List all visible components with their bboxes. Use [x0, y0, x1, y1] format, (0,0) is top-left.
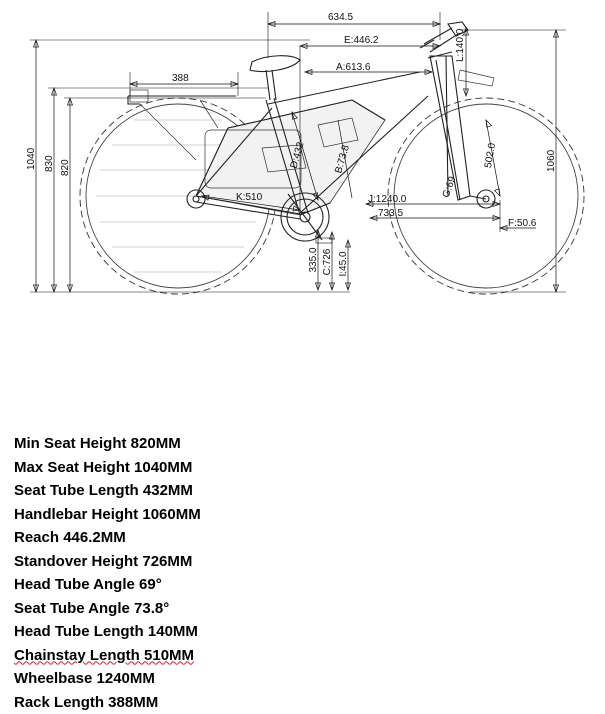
spec-label: Seat Tube Angle 73.8° — [14, 600, 169, 617]
saddle-and-seatpost — [250, 56, 300, 100]
spec-item-reach — [14, 526, 594, 550]
spec-label: Rack Length 388MM — [14, 694, 158, 711]
dim-bb-drop-label: 335.0 — [308, 247, 319, 272]
dim-front-center — [370, 208, 500, 221]
dim-seat-tube-angle-label: B:73.8 — [333, 143, 352, 174]
spec-label: Reach 446.2MM — [14, 529, 126, 546]
dim-wheelbase — [366, 194, 500, 207]
spec-item-head-tube-length — [14, 620, 594, 644]
dim-fork-length-label: 502.0 — [483, 142, 498, 169]
dim-head-tube-angle-label: G:69 — [441, 175, 459, 200]
dim-seat-tube-length-label: D:432 — [289, 141, 307, 170]
dim-rack-length — [130, 72, 238, 96]
dim-rack-length-label: 388 — [172, 73, 189, 84]
specification-list — [14, 432, 594, 714]
dim-bb-height-label: I:45.0 — [338, 251, 349, 276]
dim-head-tube-length — [455, 28, 469, 96]
rear-hub — [187, 190, 205, 208]
dim-handlebar-height — [460, 30, 566, 292]
spec-item-head-tube-angle — [14, 573, 594, 597]
spec-label: Chainstay Length 510MM — [14, 647, 194, 664]
fork-and-head-tube — [428, 52, 495, 208]
rear-accessory — [458, 70, 494, 86]
spec-item-rack-length — [14, 691, 594, 714]
dim-min-seat-height-label: 820 — [60, 159, 71, 176]
spec-item-chainstay-length — [14, 644, 594, 668]
spec-label: Max Seat Height 1040MM — [14, 459, 192, 476]
dim-max-seat-height-label: 1040 — [26, 147, 37, 170]
dim-head-tube-length-label: L:140.0 — [455, 28, 466, 62]
dim-handlebar-height-label: 1060 — [546, 149, 557, 172]
spec-label: Seat Tube Length 432MM — [14, 482, 193, 499]
spec-label: Min Seat Height 820MM — [14, 435, 181, 452]
spec-label: Head Tube Angle 69° — [14, 576, 162, 593]
dim-seat-height-mid-label: 830 — [44, 155, 55, 172]
spec-label: Head Tube Length 140MM — [14, 623, 198, 640]
spec-item-wheelbase — [14, 667, 594, 691]
dim-standover — [322, 232, 335, 290]
dim-fork-offset — [500, 200, 537, 232]
dim-stack-label: A:613.6 — [336, 62, 371, 73]
dim-wheelbase-label: J:1240.0 — [368, 194, 407, 205]
dim-front-center-label: 733.5 — [378, 208, 403, 219]
dim-stack — [305, 62, 432, 75]
spec-item-min-seat-height — [14, 432, 594, 456]
spec-item-standover-height — [14, 550, 594, 574]
spec-label: Standover Height 726MM — [14, 553, 192, 570]
spec-item-seat-tube-angle — [14, 597, 594, 621]
spec-item-max-seat-height — [14, 456, 594, 480]
dim-bb-height — [338, 240, 351, 290]
dim-reach-label: E:446.2 — [344, 35, 379, 46]
spec-item-handlebar-height — [14, 503, 594, 527]
dim-chainstay-label: K:510 — [236, 192, 263, 203]
dim-top-overall-label: 634.5 — [328, 12, 353, 23]
spec-label: Wheelbase 1240MM — [14, 670, 155, 687]
dim-standover-label: C:726 — [322, 248, 333, 275]
spec-item-seat-tube-length — [14, 479, 594, 503]
dim-fork-offset-label: F:50.6 — [508, 218, 537, 229]
dim-fork-length — [483, 120, 500, 196]
spec-label: Handlebar Height 1060MM — [14, 506, 201, 523]
